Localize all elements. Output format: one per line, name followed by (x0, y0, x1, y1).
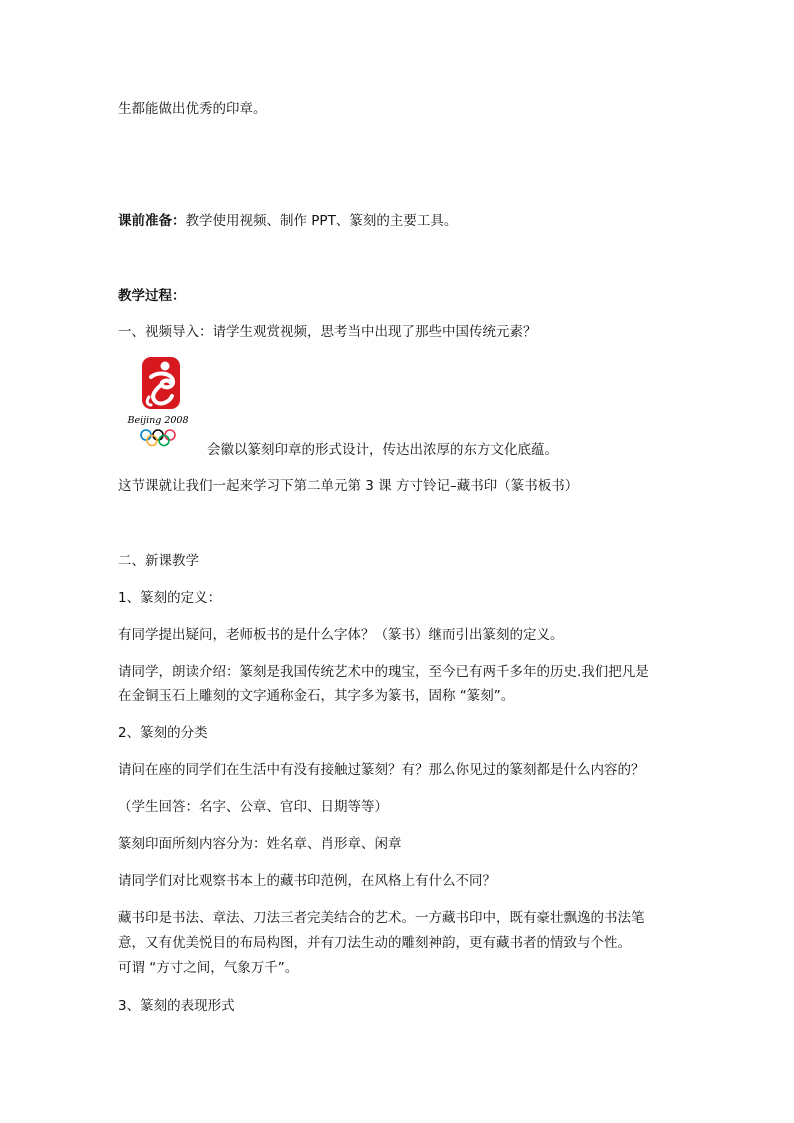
student-answer: （学生回答：名字、公章、官印、日期等等） (118, 799, 388, 815)
subheading-definition: 1、篆刻的定义： (118, 590, 222, 606)
beijing-2008-emblem (120, 355, 196, 453)
section-heading-new-lesson: 二、新课教学 (118, 553, 199, 569)
paragraph-intro-continuation: 生都能做出优秀的印章。 (118, 101, 267, 117)
classification-question: 请问在座的同学们在生活中有没有接触过篆刻？有？那么你见过的篆刻都是什么内容的？ (118, 762, 645, 778)
pre-class-preparation (118, 212, 457, 230)
ring-green (159, 436, 169, 446)
ring-red (165, 430, 175, 440)
definition-reading-line-2: 在金铜玉石上雕刻的文字通称金石，其字多为篆书，固称 “篆刻”。 (118, 688, 515, 704)
subheading-classification: 2、篆刻的分类 (118, 725, 208, 741)
video-intro-line: 一、视频导入：请学生观赏视频，思考当中出现了那些中国传统元素？ (118, 324, 537, 340)
teaching-process-heading: 教学过程： (118, 288, 186, 304)
emblem-text: Beijing 2008 (127, 415, 189, 426)
lesson-intro-line: 这节课就让我们一起来学习下第二单元第 3 课 方寸铃记–藏书印（篆书板书） (118, 478, 579, 494)
emblem-caption: 会徽以篆刻印章的形式设计，传达出浓厚的东方文化底蕴。 (207, 442, 558, 458)
subheading-expression-forms: 3、篆刻的表现形式 (118, 998, 235, 1014)
ring-blue (141, 430, 151, 440)
classification-types: 篆刻印面所刻内容分为：姓名章、肖形章、闲章 (118, 836, 402, 852)
figure-head (161, 362, 170, 371)
pre-class-label: 课前准备： (118, 213, 186, 229)
definition-question: 有同学提出疑问，老师板书的是什么字体？（篆书）继而引出篆刻的定义。 (118, 627, 564, 643)
definition-reading-line-1: 请同学，朗读介绍：篆刻是我国传统艺术中的瑰宝，至今已有两千多年的历史.我们把凡是 (118, 664, 649, 680)
bookplate-paragraph-line-3: 可谓 “方寸之间，气象万千”。 (118, 960, 299, 976)
bookplate-paragraph-line-2: 意，又有优美悦目的布局构图，并有刀法生动的雕刻神韵，更有藏书者的情致与个性。 (118, 935, 631, 951)
bookplate-paragraph-line-1: 藏书印是书法、章法、刀法三者完美结合的艺术。一方藏书印中，既有豪壮飘逸的书法笔 (118, 910, 645, 926)
pre-class-text: 教学使用视频、制作 PPT、篆刻的主要工具。 (185, 213, 458, 229)
ring-yellow (147, 436, 157, 446)
compare-question: 请同学们对比观察书本上的藏书印范例，在风格上有什么不同？ (118, 873, 496, 889)
ring-black (153, 430, 163, 440)
